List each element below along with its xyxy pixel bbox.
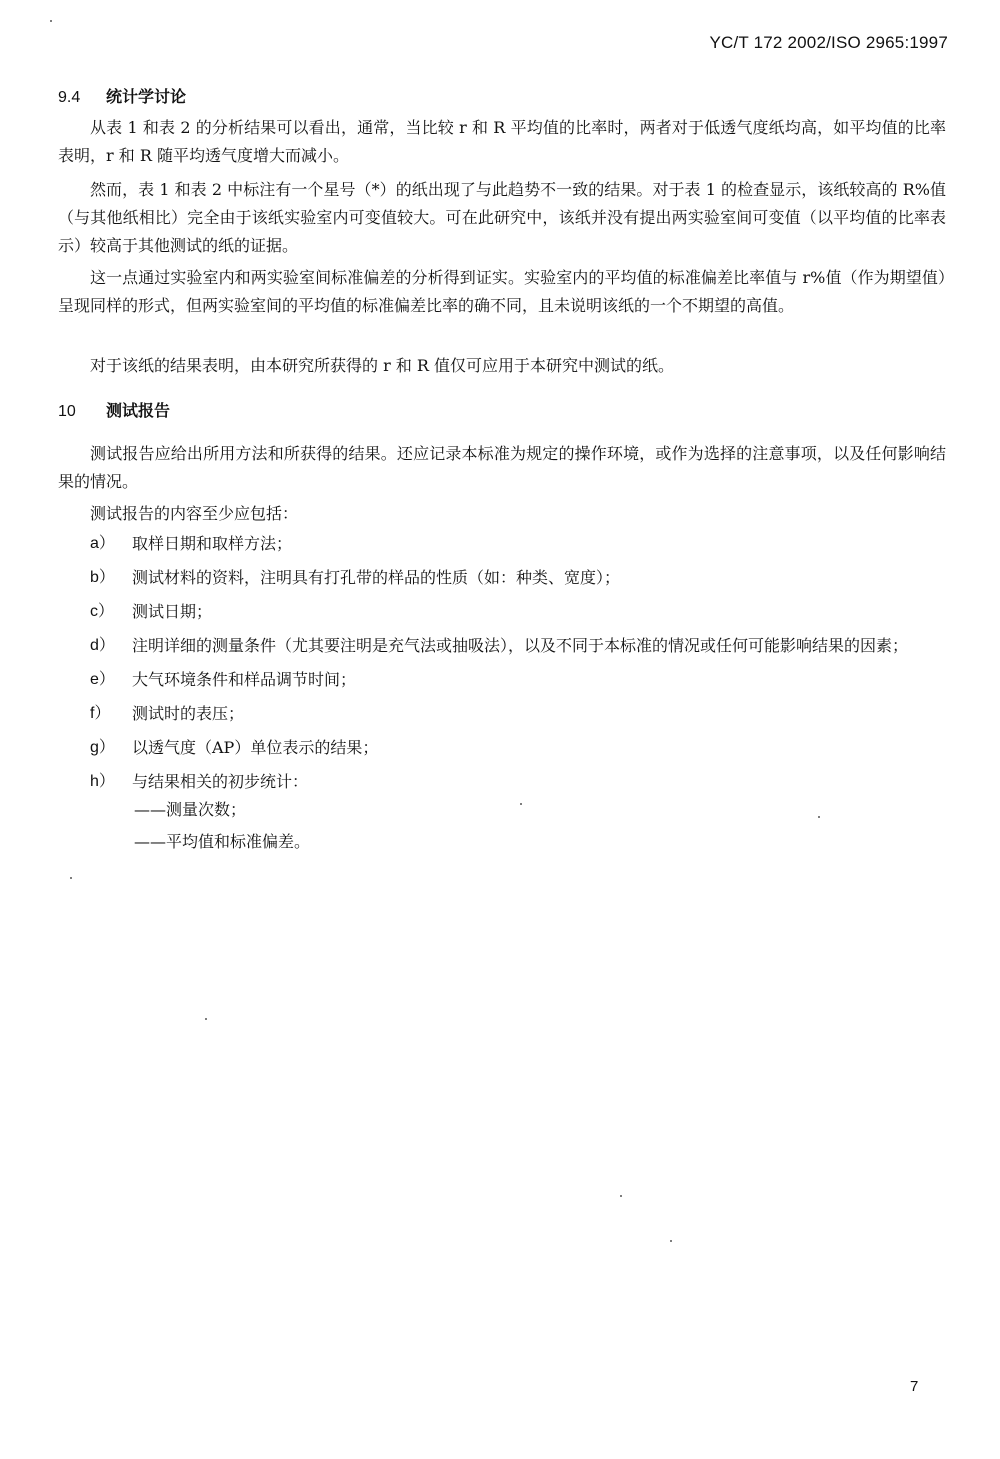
scan-speck <box>70 877 72 879</box>
list-item-marker: c） <box>90 603 115 620</box>
list-item <box>90 734 946 762</box>
list-item <box>90 598 946 626</box>
section-10-paragraph-1: 测试报告应给出所用方法和所获得的结果。还应记录本标准为规定的操作环境，或作为选择的注意事项，以及任何影响结果的情况。 <box>58 444 946 491</box>
section-10-heading <box>58 398 170 421</box>
list-item-text: 大气环境条件和样品调节时间； <box>132 670 357 689</box>
list-item-marker: a） <box>90 535 115 552</box>
list-item <box>90 530 946 558</box>
list-item <box>90 768 946 796</box>
section-9-4-paragraph-2: 然而，表 1 和表 2 中标注有一个星号（*）的纸出现了与此趋势不一致的结果。对于表 1 的检查显示，该纸较高的 R%值（与其他纸相比）完全由于该纸实验室内可变值较大。可在此研究中，该纸并没有提出两实验室间可变值（以平均值的比率表示）较高于其他测试的纸的证据。 <box>58 180 946 255</box>
list-item-marker: g） <box>90 739 115 756</box>
list-item-text: 取样日期和取样方法； <box>132 534 293 553</box>
scan-speck <box>50 20 52 22</box>
section-9-4-paragraph-4: 对于该纸的结果表明，由本研究所获得的 r 和 R 值仅可应用于本研究中测试的纸。 <box>90 356 675 375</box>
list-item-marker: f） <box>90 705 111 722</box>
list-item-text: 与结果相关的初步统计： <box>132 772 309 791</box>
sublist-item: ——测量次数； <box>134 800 247 819</box>
report-contents-list <box>90 530 946 802</box>
section-9-4-paragraph-3: 这一点通过实验室内和两实验室间标准偏差的分析得到证实。实验室内的平均值的标准偏差比率值与 r%值（作为期望值）呈现同样的形式，但两实验室间的平均值的标准偏差比率的确不同，且未说明该纸的一个不期望的高值。 <box>58 268 946 315</box>
list-item <box>90 564 946 592</box>
list-item <box>90 700 946 728</box>
sublist-item: ——平均值和标准偏差。 <box>134 832 311 851</box>
section-9-4-heading <box>58 84 186 107</box>
list-item-text: 测试日期； <box>132 602 213 621</box>
list-item-marker: b） <box>90 569 115 586</box>
section-10-title: 测试报告 <box>106 401 171 420</box>
scan-speck <box>620 1195 622 1197</box>
section-9-4-number: 9.4 <box>58 89 81 106</box>
list-item-marker: d） <box>90 637 115 654</box>
standard-code-header: YC/T 172 2002/ISO 2965:1997 <box>709 33 948 52</box>
list-item-text: 测试材料的资料，注明具有打孔带的样品的性质（如：种类、宽度）； <box>132 568 621 587</box>
statistics-sublist <box>134 796 310 860</box>
list-item-text: 注明详细的测量条件（尤其要注明是充气法或抽吸法），以及不同于本标准的情况或任何可能影响结果的因素； <box>132 636 909 655</box>
list-item-marker: e） <box>90 671 115 688</box>
section-10-paragraph-2: 测试报告的内容至少应包括： <box>90 504 299 523</box>
list-item-text: 测试时的表压； <box>132 704 245 723</box>
scan-speck <box>818 816 820 818</box>
scan-speck <box>670 1240 672 1242</box>
list-item-text: 以透气度（AP）单位表示的结果； <box>132 738 379 757</box>
section-9-4-title: 统计学讨论 <box>106 87 187 106</box>
list-item <box>90 632 946 660</box>
scan-speck <box>205 1018 207 1020</box>
list-item-marker: h） <box>90 773 115 790</box>
section-9-4-paragraph-1: 从表 1 和表 2 的分析结果可以看出，通常，当比较 r 和 R 平均值的比率时，两者对于低透气度纸均高，如平均值的比率表明，r 和 R 随平均透气度增大而减小。 <box>58 118 946 165</box>
scan-speck <box>520 803 522 805</box>
section-10-number: 10 <box>58 403 76 420</box>
page-number: 7 <box>910 1378 919 1395</box>
list-item <box>90 666 946 694</box>
